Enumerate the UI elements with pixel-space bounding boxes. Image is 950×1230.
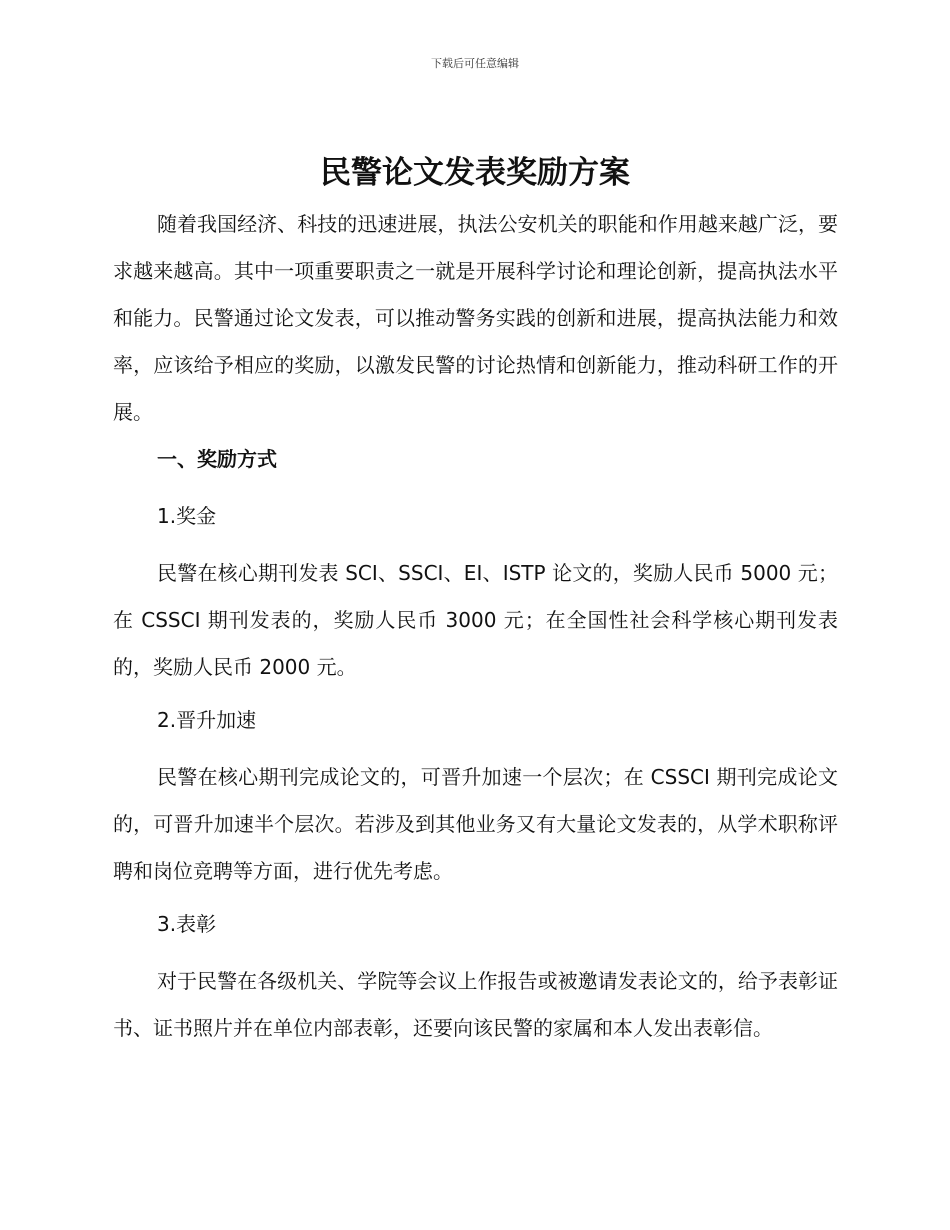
item-heading-block bbox=[113, 493, 838, 540]
header-note: 下载后可任意编辑 bbox=[431, 57, 519, 70]
item-heading: 3.表彰 bbox=[157, 912, 217, 936]
item-heading: 1.奖金 bbox=[157, 504, 217, 528]
item-paragraph: 民警在核心期刊发表 SCI、SSCI、EI、ISTP 论文的，奖励人民币 5000 元；在 CSSCI 期刊发表的，奖励人民币 3000 元；在全国性社会科学核心期刊发表的，奖励人民币 2000 元。 bbox=[113, 561, 838, 679]
section-heading-block bbox=[113, 436, 838, 483]
intro-block bbox=[113, 201, 838, 436]
section-heading: 一、奖励方式 bbox=[157, 447, 277, 471]
item-text-block bbox=[113, 754, 838, 895]
item-text-block bbox=[113, 550, 838, 691]
intro-paragraph: 随着我国经济、科技的迅速进展，执法公安机关的职能和作用越来越广泛，要求越来越高。其中一项重要职责之一就是开展科学讨论和理论创新，提高执法水平和能力。民警通过论文发表，可以推动警务实践的创新和进展，提高执法能力和效率，应该给予相应的奖励，以激发民警的讨论热情和创新能力，推动科研工作的开展。 bbox=[113, 212, 838, 424]
item-paragraph: 对于民警在各级机关、学院等会议上作报告或被邀请发表论文的，给予表彰证书、证书照片并在单位内部表彰，还要向该民警的家属和本人发出表彰信。 bbox=[113, 969, 838, 1040]
item-paragraph: 民警在核心期刊完成论文的，可晋升加速一个层次；在 CSSCI 期刊完成论文的，可晋升加速半个层次。若涉及到其他业务又有大量论文发表的，从学术职称评聘和岗位竞聘等方面，进行优先考虑。 bbox=[113, 765, 838, 883]
item-text-block bbox=[113, 958, 838, 1052]
document-title: 民警论文发表奖励方案 bbox=[320, 155, 630, 191]
item-heading: 2.晋升加速 bbox=[157, 708, 257, 732]
item-heading-block bbox=[113, 901, 838, 948]
item-heading-block bbox=[113, 697, 838, 744]
